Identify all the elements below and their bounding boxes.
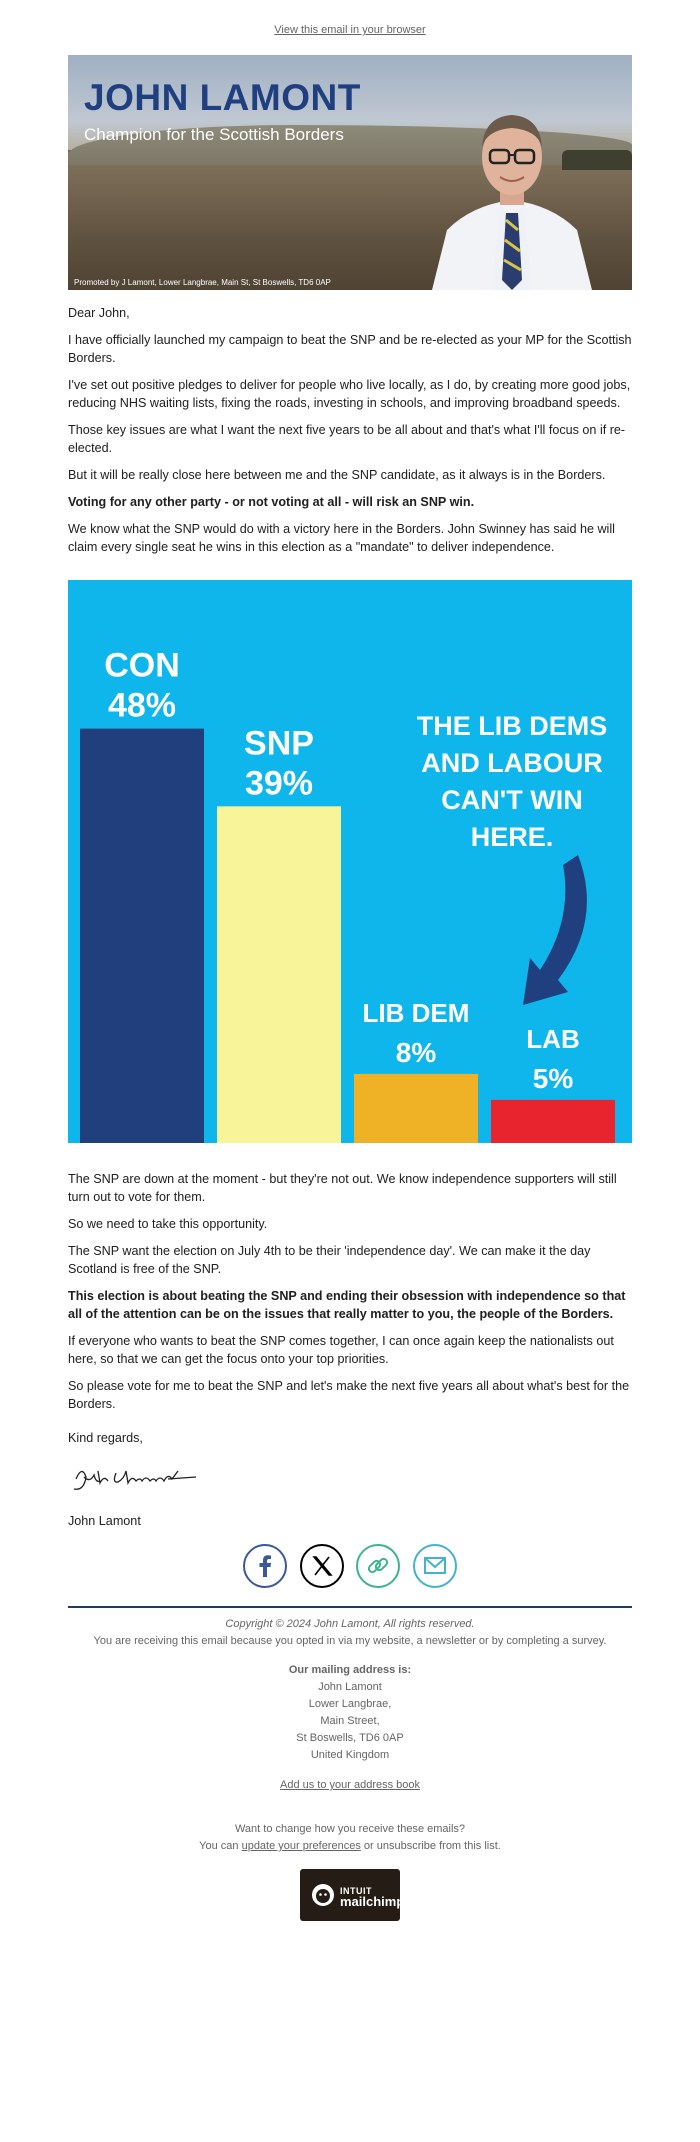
address-line-2: Lower Langbrae,: [308, 1698, 392, 1710]
candidate-photo: [392, 55, 632, 290]
social-links: [68, 1544, 632, 1592]
mailchimp-badge[interactable]: [300, 1869, 405, 1921]
link-icon[interactable]: [356, 1544, 400, 1588]
address-line-1: John Lamont: [318, 1681, 382, 1693]
bar-lab: [491, 1100, 615, 1143]
copyright-text: Copyright © 2024 John Lamont, All rights reserved.: [225, 1618, 475, 1630]
annotation-arrow-icon: [523, 855, 587, 1005]
bar-con: [80, 729, 204, 1143]
intro-paragraph-1: I have officially launched my campaign to beat the SNP and be re-elected as your MP for the Scottish Borders.: [68, 333, 632, 365]
mailing-address-heading: Our mailing address is:: [288, 1664, 412, 1676]
closing-section: [68, 1143, 632, 1530]
preferences-prefix: You can: [199, 1840, 239, 1852]
hero-banner: [68, 55, 632, 290]
annotation-line-3: CAN'T WIN: [441, 785, 583, 815]
signatory-name: John Lamont: [68, 1514, 141, 1528]
email-footer: [68, 1608, 632, 1921]
poll-chart-svg: [68, 580, 632, 1143]
bar-snp: [217, 806, 341, 1143]
annotation-line-2: AND LABOUR: [421, 748, 603, 778]
intro-paragraph-6: We know what the SNP would do with a victory here in the Borders. John Swinney has said he will claim every single seat he wins in this election as a "mandate" to deliver independence.: [68, 522, 615, 554]
closing-paragraph-4: This election is about beating the SNP and ending their obsession with independence so that all of the attention can be on the issues that really matter to you, the people of the Borders.: [68, 1289, 626, 1321]
annotation-line-1: THE LIB DEMS: [416, 711, 608, 741]
intro-paragraph-3: Those key issues are what I want the next five years to be all about and that's what I'll focus on if re-elected.: [68, 423, 626, 455]
hero-subtitle: Champion for the Scottish Borders: [84, 125, 344, 144]
greeting: Dear John,: [68, 306, 130, 320]
update-preferences-link[interactable]: update your preferences: [241, 1840, 361, 1852]
bar-lib-dem: [354, 1074, 478, 1143]
hero-title: JOHN LAMONT: [84, 77, 361, 118]
view-in-browser-link[interactable]: View this email in your browser: [274, 24, 426, 36]
closing-paragraph-5: If everyone who wants to beat the SNP comes together, I can once again keep the nationalists out here, so that we can get the focus onto your top priorities.: [68, 1334, 614, 1366]
email-content: [68, 55, 632, 1921]
bar-value-snp: 39%: [244, 764, 314, 803]
poll-bar-chart: [68, 580, 632, 1143]
sign-off: Kind regards,: [68, 1431, 143, 1445]
mailchimp-badge-bottom: mailchimp: [340, 1894, 405, 1909]
bar-label-lib-dem: LIB DEM: [362, 997, 470, 1028]
closing-paragraph-2: So we need to take this opportunity.: [68, 1217, 268, 1231]
view-in-browser-bar: [0, 0, 700, 35]
mailchimp-logo-icon: [308, 1880, 338, 1910]
opt-in-reason: You are receiving this email because you opted in via my website, a newsletter or by completing a survey.: [93, 1635, 607, 1647]
intro-section: [68, 290, 632, 556]
facebook-icon[interactable]: [243, 1544, 287, 1588]
bar-value-con: 48%: [107, 686, 177, 725]
annotation-line-4: HERE.: [470, 822, 554, 852]
address-line-4: St Boswells, TD6 0AP: [296, 1732, 404, 1744]
change-preferences-question: Want to change how you receive these emails?: [234, 1823, 466, 1835]
closing-paragraph-3: The SNP want the election on July 4th to be their 'independence day'. We can make it the day Scotland is free of the SNP.: [68, 1244, 591, 1276]
intro-paragraph-2: I've set out positive pledges to deliver for people who live locally, as I do, by creating more good jobs, reducing NHS waiting lists, fixing the roads, investing in schools, and improving broadband speeds.: [68, 378, 631, 410]
intro-paragraph-5: Voting for any other party - or not voting at all - will risk an SNP win.: [68, 495, 475, 509]
address-line-5: United Kingdom: [310, 1749, 390, 1761]
mailchimp-badge-top: INTUIT: [340, 1886, 372, 1896]
address-line-3: Main Street,: [320, 1715, 380, 1727]
closing-paragraph-1: The SNP are down at the moment - but they're not out. We know independence supporters will still turn out to vote for them.: [68, 1172, 617, 1204]
preferences-line: [68, 1838, 632, 1855]
unsubscribe-text: or unsubscribe from this list.: [363, 1840, 501, 1852]
signature-image: [68, 1457, 218, 1497]
closing-paragraph-6: So please vote for me to beat the SNP and let's make the next five years all about what's best for the Borders.: [68, 1379, 630, 1411]
bar-label-lab: LAB: [526, 1023, 580, 1054]
bar-label-con: CON: [104, 646, 180, 685]
bar-label-snp: SNP: [244, 724, 314, 763]
bar-value-lab: 5%: [532, 1062, 574, 1094]
x-icon[interactable]: [300, 1544, 344, 1588]
intro-paragraph-4: But it will be really close here between me and the SNP candidate, as it always is in the Borders.: [68, 468, 606, 482]
email-icon[interactable]: [413, 1544, 457, 1588]
add-to-address-book-link[interactable]: Add us to your address book: [279, 1779, 421, 1791]
bar-value-lib-dem: 8%: [395, 1036, 437, 1068]
hero-promoted-by: Promoted by J Lamont, Lower Langbrae, Main St, St Boswells, TD6 0AP: [74, 278, 331, 287]
